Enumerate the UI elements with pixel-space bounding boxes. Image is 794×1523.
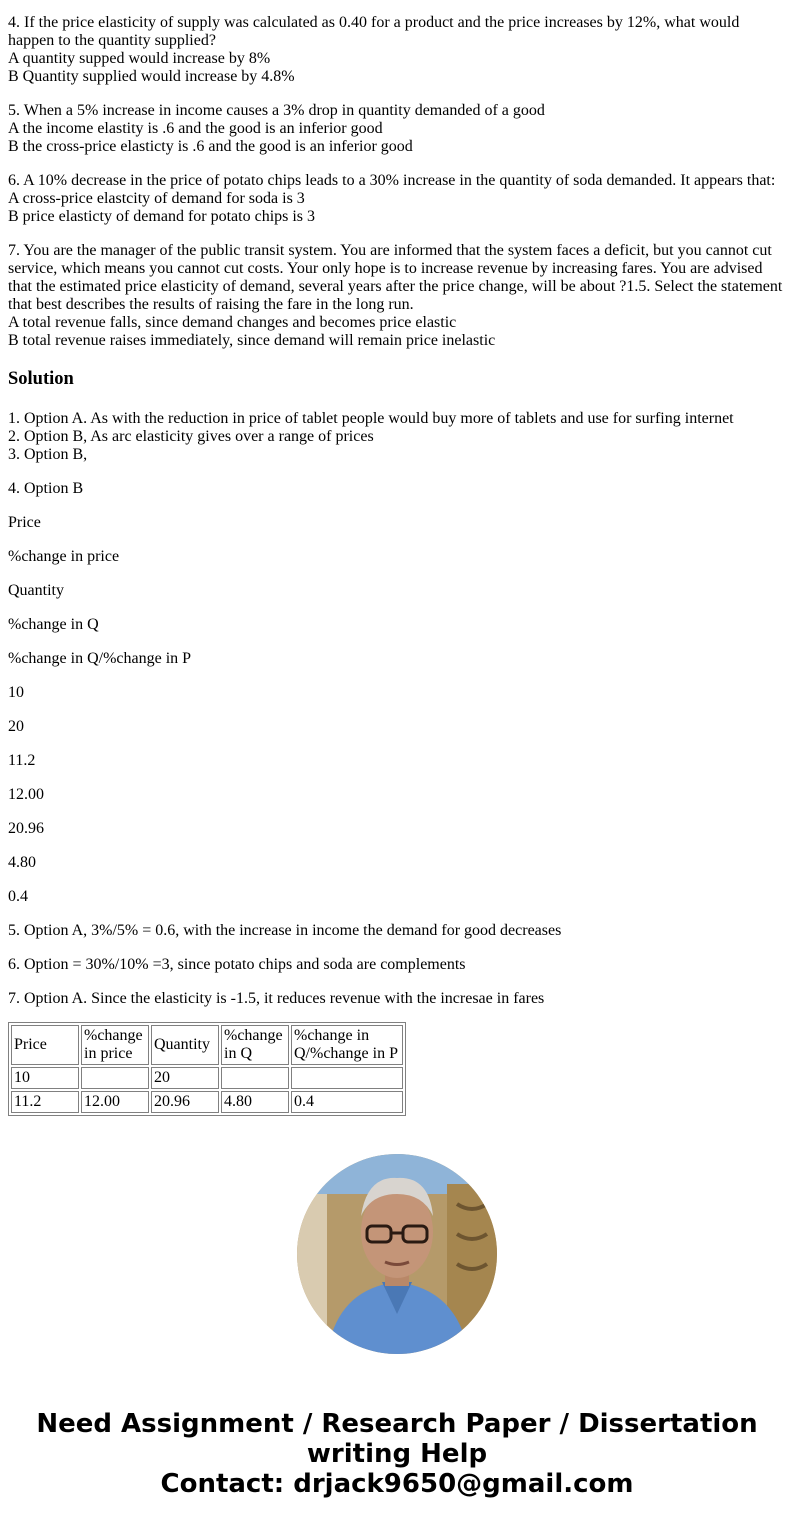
- table-cell: 4.80: [221, 1091, 289, 1113]
- question-7: [8, 242, 786, 350]
- table-header-row: [11, 1025, 403, 1065]
- option-b: B total revenue raises immediately, since demand will remain price inelastic: [8, 332, 496, 349]
- solution-paragraph: 4. Option B: [8, 480, 84, 497]
- table-cell: [291, 1067, 403, 1089]
- solution-line: 3. Option B,: [8, 446, 88, 463]
- avatar-container: [8, 1154, 786, 1359]
- footer-help-text: Need Assignment / Research Paper / Dissertation writing Help: [36, 1409, 758, 1469]
- option-b: B price elasticty of demand for potato chips is 3: [8, 208, 316, 225]
- question-text: 4. If the price elasticity of supply was calculated as 0.40 for a product and the price increases by 12%, what would happen to the quantity supplied?: [8, 14, 740, 49]
- question-4: [8, 14, 786, 86]
- solution-paragraph: 11.2: [8, 752, 36, 769]
- solution-paragraph: %change in Q/%change in P: [8, 650, 192, 667]
- table-row: [11, 1067, 403, 1089]
- question-text: 6. A 10% decrease in the price of potato chips leads to a 30% increase in the quantity of soda demanded. It appears that:: [8, 172, 776, 189]
- table-header-cell: %change in Q/%change in P: [291, 1025, 403, 1065]
- question-6: [8, 172, 786, 226]
- solution-lines: [8, 410, 786, 464]
- question-text: 5. When a 5% increase in income causes a 3% drop in quantity demanded of a good: [8, 102, 545, 119]
- solution-heading: Solution: [8, 369, 74, 389]
- solution-paragraph: 7. Option A. Since the elasticity is -1.5, it reduces revenue with the incresae in fares: [8, 990, 545, 1007]
- table-cell: 20: [151, 1067, 219, 1089]
- table-cell: [81, 1067, 149, 1089]
- table-row: [11, 1091, 403, 1113]
- solution-line: 2. Option B, As arc elasticity gives over a range of prices: [8, 428, 374, 445]
- footer-banner: [8, 1409, 786, 1499]
- solution-paragraph: Price: [8, 514, 41, 531]
- option-b: B the cross-price elasticty is .6 and the good is an inferior good: [8, 138, 413, 155]
- solution-paragraph: %change in price: [8, 548, 120, 565]
- solution-paragraph: %change in Q: [8, 616, 99, 633]
- table-cell: [221, 1067, 289, 1089]
- solution-paragraph: 10: [8, 684, 24, 701]
- question-text: 7. You are the manager of the public transit system. You are informed that the system faces a deficit, but you cannot cut service, which means you cannot cut costs. Your only hope is to increase revenue by increasing fares. You are advised that the estimated price elasticity of demand, several years after the price change, will be about ?1.5. Select the statement that best describes the results of raising the fare in the long run.: [8, 242, 783, 313]
- table-header-cell: Quantity: [151, 1025, 219, 1065]
- option-a: A cross-price elastcity of demand for soda is 3: [8, 190, 305, 207]
- solution-paragraph: 5. Option A, 3%/5% = 0.6, with the increase in income the demand for good decreases: [8, 922, 562, 939]
- footer-contact-text: Contact: drjack9650@gmail.com: [160, 1469, 634, 1499]
- solution-paragraph: 12.00: [8, 786, 44, 803]
- avatar: [297, 1154, 497, 1354]
- table-cell: 0.4: [291, 1091, 403, 1113]
- table-cell: 10: [11, 1067, 79, 1089]
- solution-paragraph: 20.96: [8, 820, 44, 837]
- table-header-cell: %change in Q: [221, 1025, 289, 1065]
- table-cell: 12.00: [81, 1091, 149, 1113]
- question-5: [8, 102, 786, 156]
- solution-paragraph: Quantity: [8, 582, 64, 599]
- elasticity-table: [8, 1022, 406, 1116]
- solution-paragraph: 4.80: [8, 854, 36, 871]
- option-a: A the income elastity is .6 and the good is an inferior good: [8, 120, 383, 137]
- table-header-cell: %change in price: [81, 1025, 149, 1065]
- table-cell: 11.2: [11, 1091, 79, 1113]
- table-cell: 20.96: [151, 1091, 219, 1113]
- solution-paragraphs: [8, 480, 786, 1008]
- option-a: A quantity supped would increase by 8%: [8, 50, 271, 67]
- table-header-cell: Price: [11, 1025, 79, 1065]
- author-photo-icon: [297, 1154, 497, 1354]
- solution-paragraph: 0.4: [8, 888, 28, 905]
- solution-paragraph: 20: [8, 718, 24, 735]
- solution-line: 1. Option A. As with the reduction in price of tablet people would buy more of tablets and use for surfing internet: [8, 410, 734, 427]
- option-b: B Quantity supplied would increase by 4.8%: [8, 68, 295, 85]
- solution-paragraph: 6. Option = 30%/10% =3, since potato chips and soda are complements: [8, 956, 466, 973]
- question-list: [8, 14, 786, 350]
- option-a: A total revenue falls, since demand changes and becomes price elastic: [8, 314, 457, 331]
